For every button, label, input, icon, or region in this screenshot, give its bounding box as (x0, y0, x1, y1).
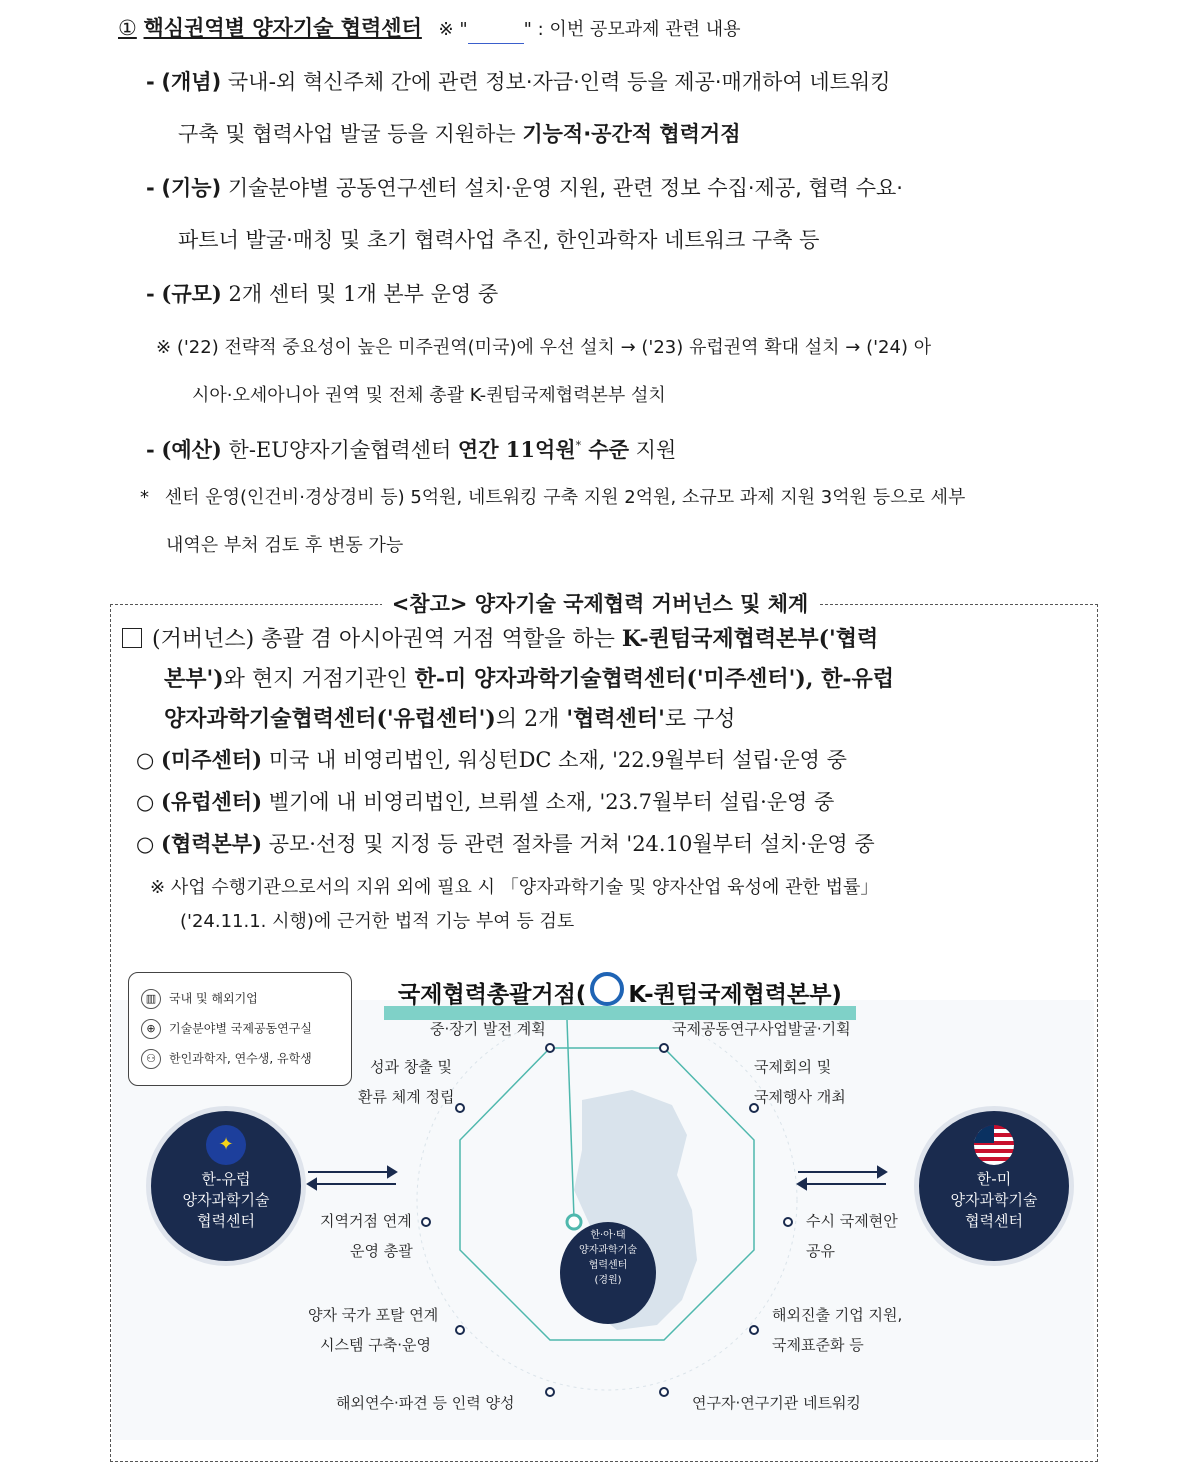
item-concept-line1 (146, 68, 891, 96)
node-label-joint-research: 국제공동연구사업발굴·기획 (672, 1020, 851, 1038)
section-title: 핵심권역별 양자기술 협력센터 (143, 16, 422, 40)
node-dot-mid-left (422, 1218, 430, 1226)
legend-item (141, 1019, 312, 1039)
reference-title-text: <참고> 양자기술 국제협력 거버넌스 및 체계 (382, 592, 819, 616)
us-center-label: 한-미 (976, 1170, 1012, 1188)
item-text: 한-EU양자기술협력센터 (228, 438, 458, 462)
budget-level: 수준 (581, 437, 629, 462)
bullet-eu-center (136, 788, 834, 816)
governance-line1 (122, 624, 878, 655)
us-center-circle (914, 1106, 1074, 1266)
bullet-mark: ○ (136, 748, 155, 772)
node-dot-lower-right (750, 1326, 758, 1334)
bullet-mark: ○ (136, 790, 155, 814)
gov-text: 로 구성 (664, 707, 736, 732)
gov-emphasis: '협력센터' (566, 706, 665, 732)
note-text: 시아·오세아니아 권역 및 전체 총괄 K-퀀텀국제협력본부 설치 (192, 385, 666, 406)
checkbox-icon (122, 628, 142, 648)
budget-amount: 연간 11억원 (457, 437, 576, 462)
node-label-plan: 중·장기 발전 계획 (430, 1020, 546, 1038)
us-center-label: 양자과학기술 (950, 1191, 1038, 1209)
dash: - (146, 70, 155, 94)
ap-center-label: (경원) (594, 1275, 622, 1286)
reference-title (0, 590, 1200, 618)
item-text: 구축 및 협력사업 발굴 등을 지원하는 (178, 122, 523, 146)
node-label-portal: 시스템 구축·운영 (320, 1336, 431, 1354)
gov-emphasis: 양자과학기술협력센터('유럽센터') (164, 706, 496, 732)
node-label-issues: 수시 국제현안 (806, 1212, 898, 1230)
bullet-mark: ○ (136, 832, 155, 856)
governance-diagram (112, 960, 1094, 1458)
dash: - (146, 281, 155, 306)
node-label-conference: 국제회의 및 (754, 1058, 832, 1076)
legend-item (141, 1049, 312, 1069)
dash: - (146, 437, 155, 462)
people-icon: ⚇ (141, 1049, 161, 1069)
note-mark: * (140, 487, 149, 508)
ap-node-dot (567, 1215, 581, 1229)
node-dot-upper-left (456, 1104, 464, 1112)
ref-note-line1 (150, 874, 878, 902)
gov-text: (거버넌스) 총괄 겸 아시아권역 거점 역할을 하는 (152, 627, 622, 652)
item-text: 파트너 발굴·매칭 및 초기 협력사업 추진, 한인과학자 네트워크 구축 등 (178, 228, 820, 252)
gov-emphasis: 본부') (164, 666, 224, 692)
item-scale (146, 280, 498, 308)
node-label-training: 해외연수·파견 등 인력 양성 (336, 1394, 515, 1412)
item-text: 지원 (629, 438, 677, 462)
node-dot-bottom-right (660, 1388, 668, 1396)
item-budget (146, 432, 676, 464)
bullet-hq (136, 830, 875, 858)
node-label-overseas: 해외진출 기업 지원, (772, 1306, 903, 1324)
legend-box (128, 972, 352, 1086)
eu-center-circle (146, 1106, 306, 1266)
ap-center-label: 양자과학기술 (579, 1245, 637, 1256)
note-budget-line2 (166, 532, 403, 560)
quantum-logo-icon (590, 972, 624, 1006)
node-label-regional: 지역거점 연계 (320, 1212, 412, 1230)
bullet-head: (미주센터) (161, 747, 263, 772)
ap-center-circle (560, 1222, 656, 1324)
section-note-mark: ※ " (438, 19, 468, 40)
node-label-issues: 공유 (806, 1242, 835, 1260)
bullet-text: 벨기에 내 비영리법인, 브뤼셀 소재, '23.7월부터 설립·운영 중 (268, 790, 835, 814)
eu-flag-icon: ✦ (206, 1125, 246, 1165)
governance-line2 (164, 664, 894, 695)
node-label-regional: 운영 총괄 (350, 1242, 413, 1260)
item-head: (예산) (161, 437, 222, 462)
legend-label: 기술분야별 국제공동연구실 (169, 1021, 312, 1036)
bullet-text: 미국 내 비영리법인, 워싱턴DC 소재, '22.9월부터 설립·운영 중 (268, 748, 847, 772)
item-text: 2개 센터 및 1개 본부 운영 중 (228, 282, 499, 306)
node-label-overseas: 국제표준화 등 (772, 1336, 864, 1354)
node-dot-top-right (660, 1044, 668, 1052)
note-text: 내역은 부처 검토 후 변동 가능 (166, 535, 404, 556)
node-label-conference: 국제행사 개최 (754, 1088, 846, 1106)
note-text: ('22) 전략적 중요성이 높은 미주권역(미국)에 우선 설치 → ('23) 유럽권역 확대 설치 → ('24) 아 (176, 337, 932, 358)
banner-text: K-퀀텀국제협력본부) (628, 982, 842, 1008)
item-text: 국내-외 혁신주체 간에 관련 정보·자금·인력 등을 제공·매개하여 네트워킹 (227, 70, 891, 94)
bullet-head: (유럽센터) (161, 789, 263, 814)
note-text: ('24.11.1. 시행)에 근거한 법적 기능 부여 등 검토 (180, 911, 575, 932)
bullet-head: (협력본부) (161, 831, 263, 856)
item-concept-line2 (178, 120, 741, 148)
footnote-mark: * (575, 439, 582, 452)
legend-label: 국내 및 해외기업 (169, 991, 258, 1006)
globe-icon: ⊕ (141, 1019, 161, 1039)
note-budget-line1 (140, 484, 965, 512)
node-dot-bottom-left (546, 1388, 554, 1396)
section-heading (118, 14, 740, 44)
note-text: 사업 수행기관으로서의 지위 외에 필요 시 「양자과학기술 및 양자산업 육성에 관한 법률」 (170, 877, 879, 898)
eu-center-label: 협력센터 (197, 1212, 255, 1230)
gov-emphasis: 한-미 양자과학기술협력센터('미주센터'), 한-유럽 (414, 666, 894, 692)
item-function-line2 (178, 226, 819, 254)
hq-banner (384, 972, 856, 1012)
node-label-networking: 연구자·연구기관 네트워킹 (692, 1394, 861, 1412)
dash: - (146, 176, 155, 200)
governance-line3 (164, 704, 736, 735)
node-dot-top-left (546, 1044, 554, 1052)
gov-emphasis: K-퀀텀국제협력본부('협력 (621, 626, 879, 652)
us-flag-icon (974, 1125, 1014, 1165)
section-number: ① (118, 16, 137, 40)
ref-note-line2 (180, 908, 574, 936)
note-history-line2 (192, 382, 666, 410)
ap-center-label: 한·아·태 (590, 1230, 626, 1241)
node-label-portal: 양자 국가 포탈 연계 (308, 1306, 439, 1324)
note-history-line1 (156, 334, 931, 362)
item-head: (개념) (161, 70, 222, 94)
us-center-label: 협력센터 (965, 1212, 1023, 1230)
item-head: (규모) (161, 281, 222, 306)
node-dot-lower-left (456, 1326, 464, 1334)
item-emphasis: 기능적·공간적 협력거점 (522, 122, 741, 146)
node-dot-mid-right (784, 1218, 792, 1226)
bullet-text: 공모·선정 및 지정 등 관련 절차를 거쳐 '24.10월부터 설치·운영 중 (268, 832, 875, 856)
gov-text: 와 현지 거점기관인 (223, 667, 415, 692)
eu-center-label: 한-유럽 (201, 1170, 251, 1188)
blank-underline (468, 23, 524, 44)
bullet-us-center (136, 746, 847, 774)
building-icon: ▥ (141, 989, 161, 1009)
eu-center-label: 양자과학기술 (182, 1191, 270, 1209)
item-head: (기능) (161, 176, 222, 200)
ap-center-label: 협력센터 (588, 1260, 628, 1271)
gov-text: 의 2개 (495, 707, 567, 732)
item-text: 기술분야별 공동연구센터 설치·운영 지원, 관련 정보 수집·제공, 협력 수요· (227, 176, 903, 200)
note-mark: ※ (156, 337, 172, 358)
legend-item (141, 989, 258, 1009)
node-label-outcome: 성과 창출 및 (370, 1058, 452, 1076)
item-function-line1 (146, 174, 903, 202)
note-text: 센터 운영(인건비·경상경비 등) 5억원, 네트워킹 구축 지원 2억원, 소규모 과제 지원 3억원 등으로 세부 (164, 487, 966, 508)
node-label-outcome: 환류 체계 정립 (358, 1088, 455, 1106)
legend-label: 한인과학자, 연수생, 유학생 (169, 1051, 312, 1066)
banner-text: 국제협력총괄거점( (398, 982, 587, 1008)
section-note-text: " : 이번 공모과제 관련 내용 (523, 19, 741, 40)
note-mark: ※ (150, 877, 166, 898)
